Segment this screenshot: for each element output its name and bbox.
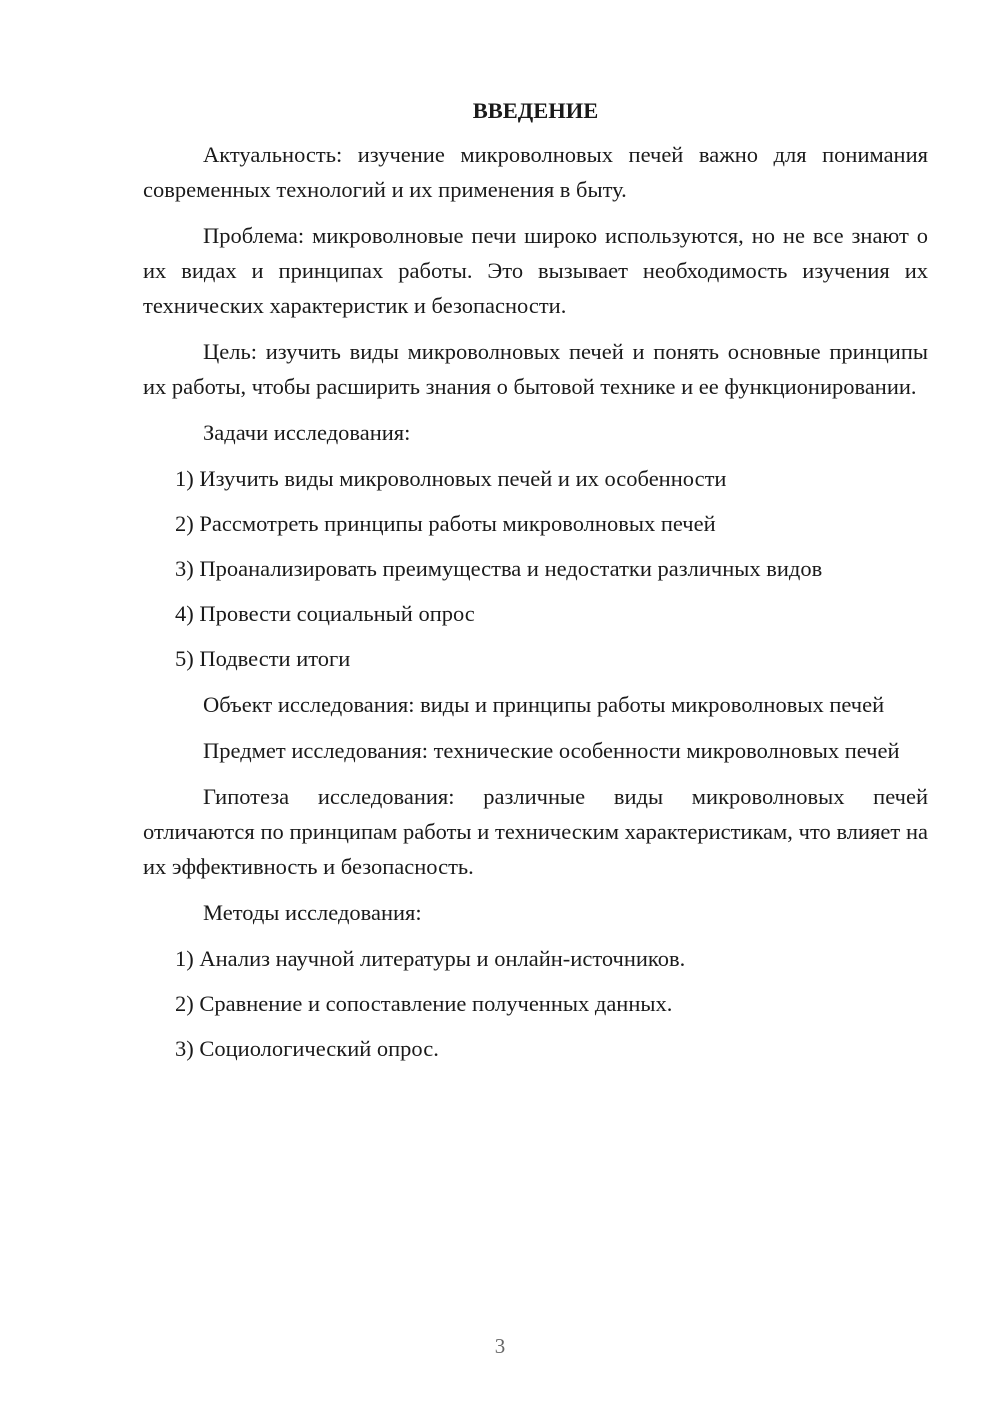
relevance-paragraph: Актуальность: изучение микроволновых печей важно для понимания современных технологий и их применения в быту. [143,142,928,202]
page-title: ВВЕДЕНИЕ [472,98,599,123]
list-item: 5) Подвести итоги [175,646,351,671]
list-item: 3) Проанализировать преимущества и недостатки различных видов [175,556,823,581]
list-item: 2) Рассмотреть принципы работы микроволновых печей [175,511,716,536]
tasks-list [143,461,928,676]
tasks-label: Задачи исследования: [203,420,411,445]
list-item: 2) Сравнение и сопоставление полученных данных. [175,991,673,1016]
page-number: 3 [494,1334,506,1358]
page-content [143,93,928,1077]
list-item: 1) Анализ научной литературы и онлайн-источников. [175,946,686,971]
list-item: 3) Социологический опрос. [175,1036,439,1061]
problem-paragraph: Проблема: микроволновые печи широко используются, но не все знают о их видах и принципах работы. Это вызывает необходимость изучения их технических характеристик и безопасности. [143,223,928,318]
list-item: 4) Провести социальный опрос [175,601,475,626]
methods-label: Методы исследования: [203,900,422,925]
goal-paragraph: Цель: изучить виды микроволновых печей и понять основные принципы их работы, чтобы расширить знания о бытовой технике и ее функционировании. [143,339,928,399]
list-item: 1) Изучить виды микроволновых печей и их особенности [175,466,727,491]
object-paragraph: Объект исследования: виды и принципы работы микроволновых печей [203,692,885,717]
subject-paragraph: Предмет исследования: технические особенности микроволновых печей [203,738,900,763]
hypothesis-paragraph: Гипотеза исследования: различные виды микроволновых печей отличаются по принципам работы и техническим характеристикам, что влияет на их эффективность и безопасность. [143,784,928,879]
methods-list [143,941,928,1066]
